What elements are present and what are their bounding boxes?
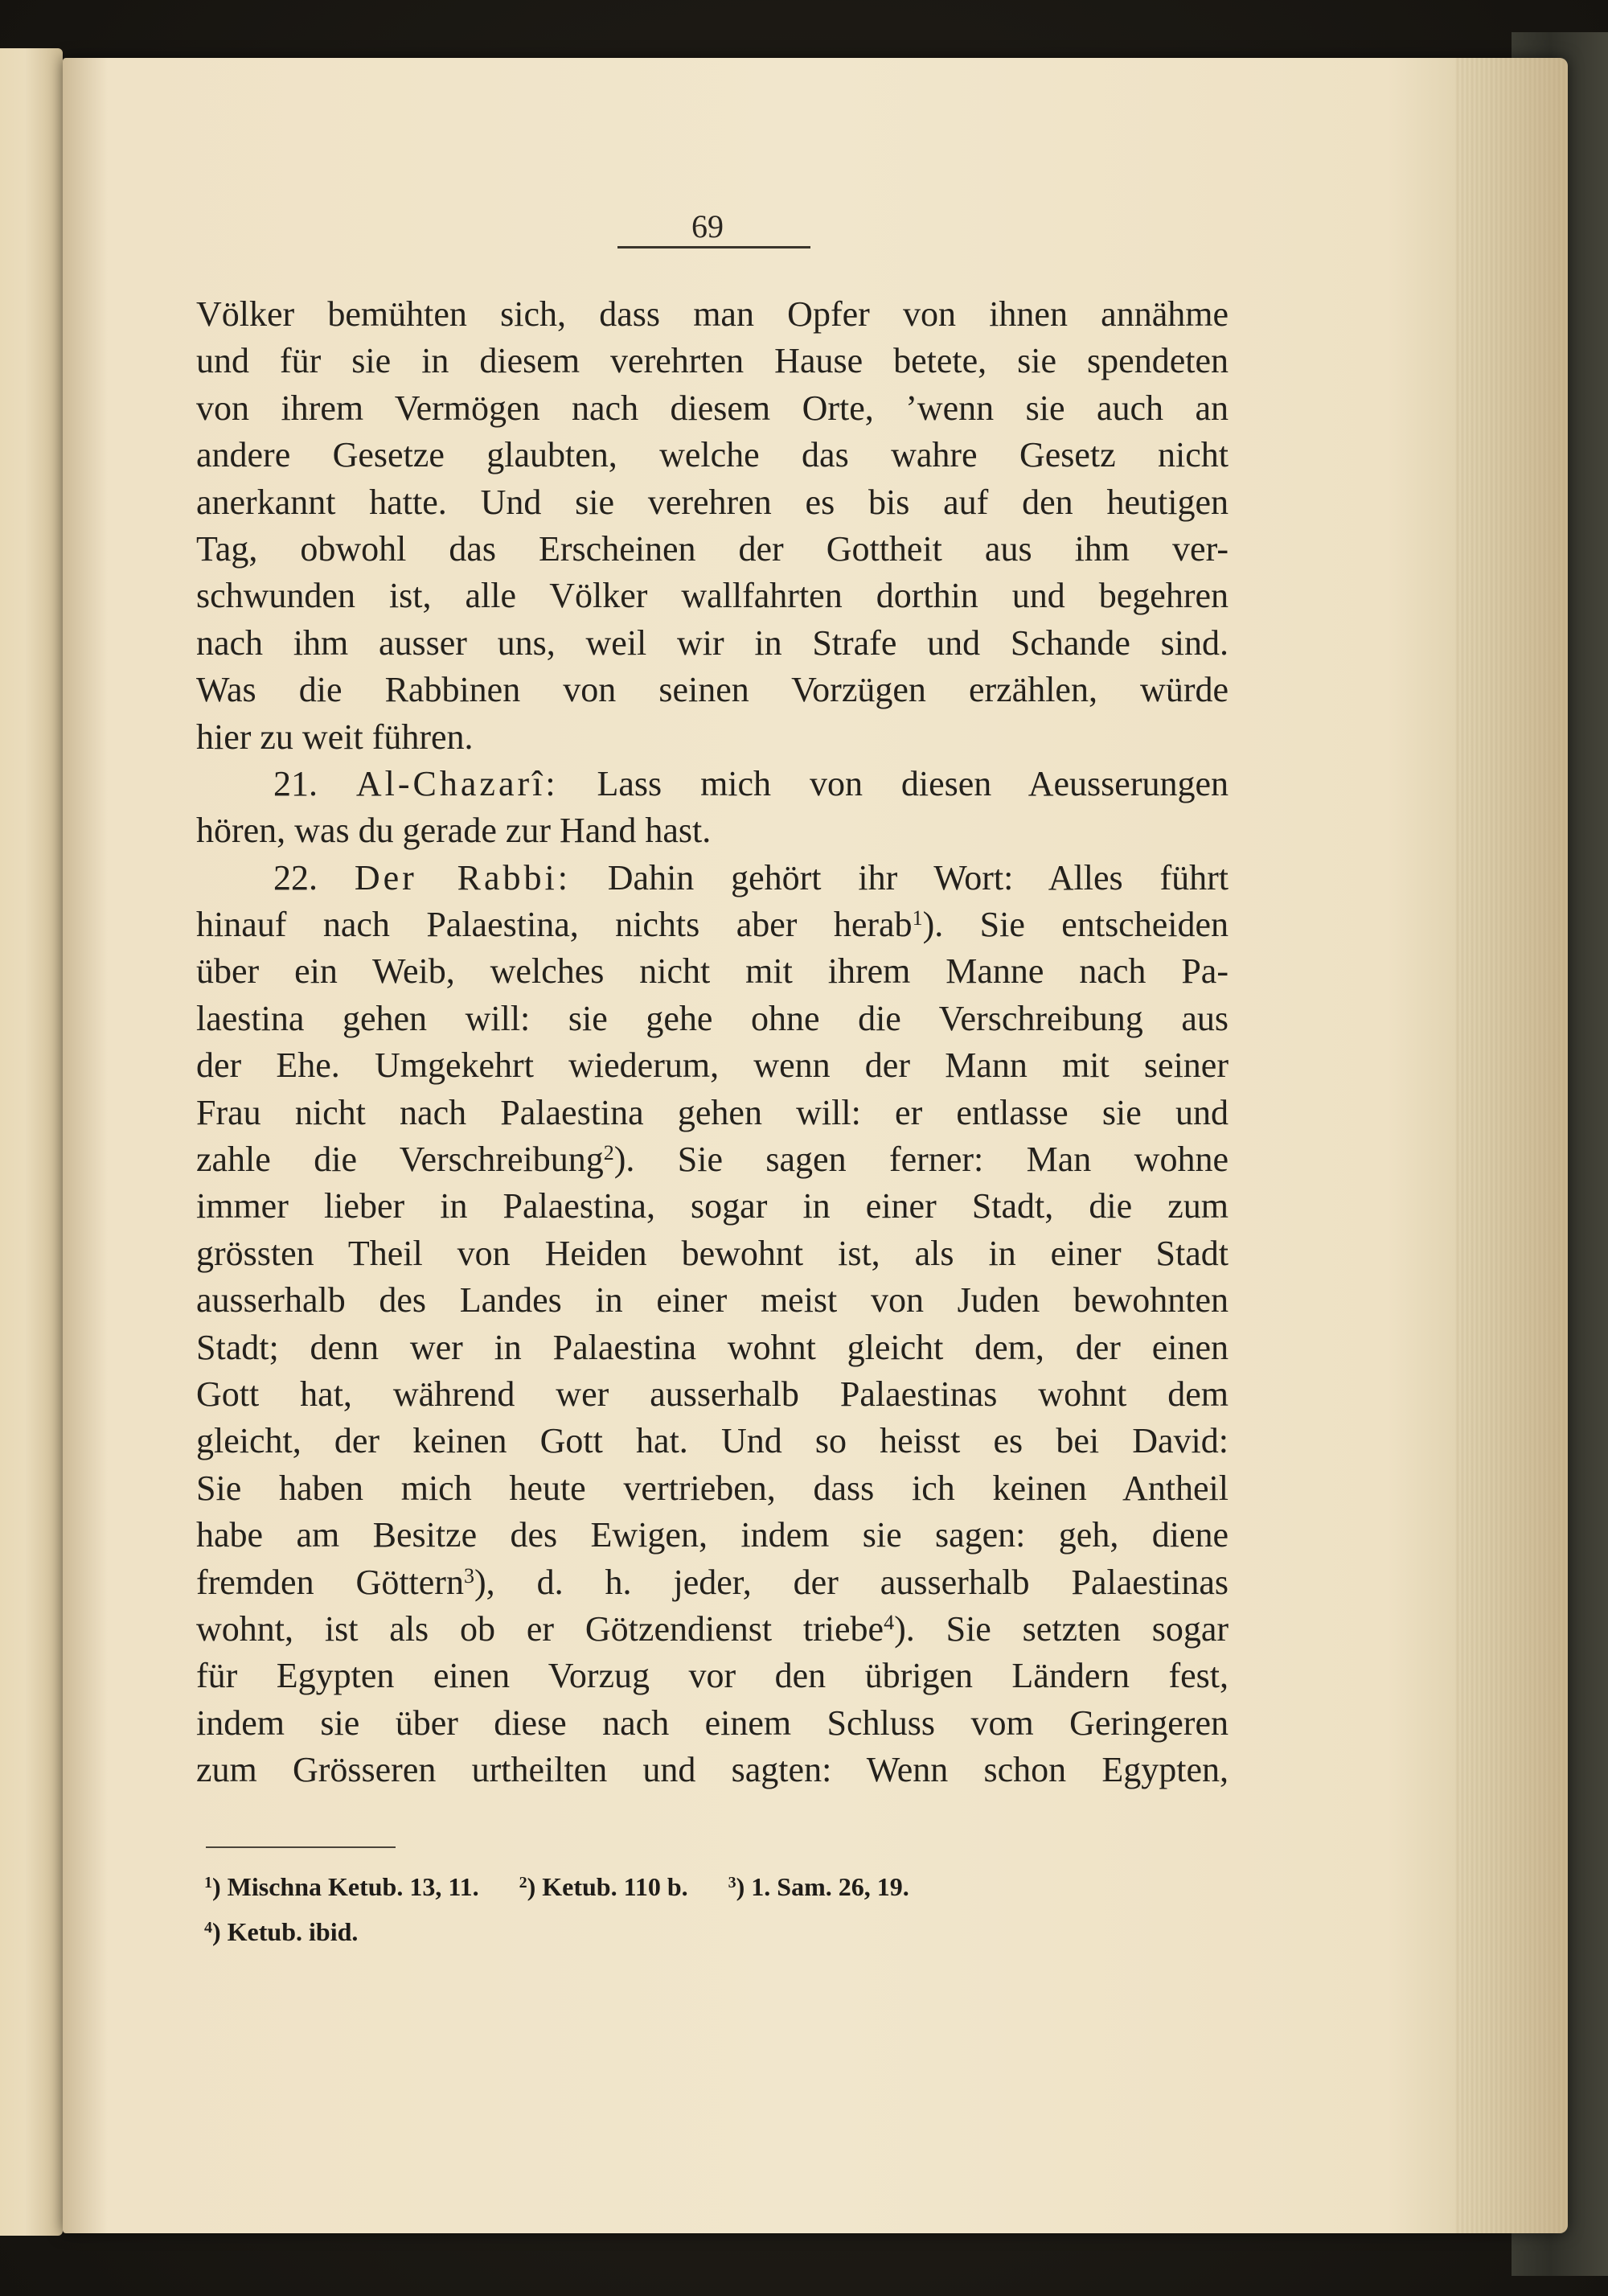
text-line: für Egypten einen Vorzug vor den übrigen Ländern fest, [196,1656,1229,1696]
footnote [519,1864,688,1909]
text-line: ausserhalb des Landes in einer meist von Juden bewohnten [196,1280,1229,1321]
text-line [196,902,1229,948]
footnote-text: ) Ketub. 110 b. [527,1872,688,1901]
speaker-name: Der Rabbi: [354,857,571,897]
text-line: gleicht, der keinen Gott hat. Und so heisst es bei David: [196,1421,1229,1461]
text-fragment: fremden Göttern [196,1562,464,1602]
text-fragment: ). Sie sagen ferner: Man wohne [613,1140,1229,1180]
footnote [728,1864,909,1909]
section-number: 21. [273,763,318,803]
text-fragment: ). Sie setzten sogar [894,1608,1229,1649]
text-fragment: ). Sie entscheiden [922,905,1229,945]
text-line: und für sie in diesem verehrten Hause betete, sie spendeten [196,341,1229,381]
body-text [196,291,1229,1794]
footnote-text: ) Mischna Ketub. 13, 11. [212,1872,479,1901]
footnote-mark: 2 [519,1874,527,1891]
footnote-ref: 1 [912,906,923,930]
text-line: grössten Theil von Heiden bewohnt ist, als in einer Stadt [196,1233,1229,1273]
footnote [204,1864,479,1909]
text-line: indem sie über diese nach einem Schluss vom Geringeren [196,1702,1229,1743]
page-stack-edge [1455,58,1568,2233]
text-line: Tag, obwohl das Erscheinen der Gottheit aus ihm ver- [196,528,1229,569]
footnote-ref: 4 [884,1610,895,1634]
text-fragment: ), d. h. jeder, der ausserhalb Palaestinas [474,1562,1229,1602]
footnote-mark: 3 [728,1874,736,1891]
footnote-ref: 2 [603,1141,614,1165]
section-21-heading-line [196,761,1229,807]
text-line: schwunden ist, alle Völker wallfahrten dorthin und begehren [196,576,1229,616]
text-line: habe am Besitze des Ewigen, indem sie sagen: geh, diene [196,1515,1229,1555]
text-line: nach ihm ausser uns, weil wir in Strafe und Schande sind. [196,622,1229,663]
text-fragment: zahle die Verschreibung [196,1140,604,1180]
text-line: anerkannt hatte. Und sie verehren es bis auf den heutigen [196,482,1229,522]
speaker-name: Al-Chazarî: [355,763,559,803]
text-line: zum Grösseren urtheilten und sagten: Wenn schon Egypten, [196,1750,1229,1790]
text-line: Was die Rabbinen von seinen Vorzügen erzählen, würde [196,670,1229,710]
text-line: Stadt; denn wer in Palaestina wohnt gleicht dem, der einen [196,1327,1229,1367]
text-line [196,1559,1229,1606]
text-line: hier zu weit führen. [196,717,474,757]
footnote-line [204,1909,1249,1954]
footnote [204,1909,358,1954]
section-number: 22. [273,857,318,897]
page-number: 69 [691,208,724,244]
section-22-heading-line [196,855,1229,902]
text-line: Gott hat, während wer ausserhalb Palaestinas wohnt dem [196,1374,1229,1414]
text-line: andere Gesetze glaubten, welche das wahre Gesetz nicht [196,435,1229,475]
text-line: Frau nicht nach Palaestina gehen will: er entlasse sie und [196,1092,1229,1132]
footnote-ref: 3 [463,1563,474,1587]
page-number-rule [617,246,810,248]
text-line: über ein Weib, welches nicht mit ihrem Manne nach Pa- [196,951,1229,992]
footnotes [204,1864,1249,1954]
text-line: Völker bemühten sich, dass man Opfer von ihnen annähme [196,294,1229,334]
text-line: von ihrem Vermögen nach diesem Orte, ʼwenn sie auch an [196,388,1229,428]
text-line: der Ehe. Umgekehrt wiederum, wenn der Mann mit seiner [196,1045,1229,1086]
footnote-mark: 4 [204,1919,212,1937]
text-fragment: Lass mich von diesen Aeusserungen [597,763,1229,803]
text-line: hören, was du gerade zur Hand hast. [196,811,712,851]
footnote-line [204,1864,1249,1909]
text-line: immer lieber in Palaestina, sogar in einer Stadt, die zum [196,1186,1229,1226]
text-fragment: Dahin gehört ihr Wort: Alles führt [607,857,1229,897]
footnote-mark: 1 [204,1874,212,1891]
footnote-text: ) Ketub. ibid. [212,1917,359,1946]
footnote-rule [206,1846,396,1848]
text-fragment: wohnt, ist als ob er Götzendienst triebe [196,1608,884,1649]
text-line [196,1136,1229,1183]
text-line [196,1606,1229,1653]
text-line: Sie haben mich heute vertrieben, dass ich keinen Antheil [196,1468,1229,1508]
facing-page-edge [0,48,63,2236]
text-line: laestina gehen will: sie gehe ohne die Verschreibung aus [196,998,1229,1038]
text-fragment: hinauf nach Palaestina, nichts aber herab [196,905,913,945]
footnote-text: ) 1. Sam. 26, 19. [736,1872,909,1901]
